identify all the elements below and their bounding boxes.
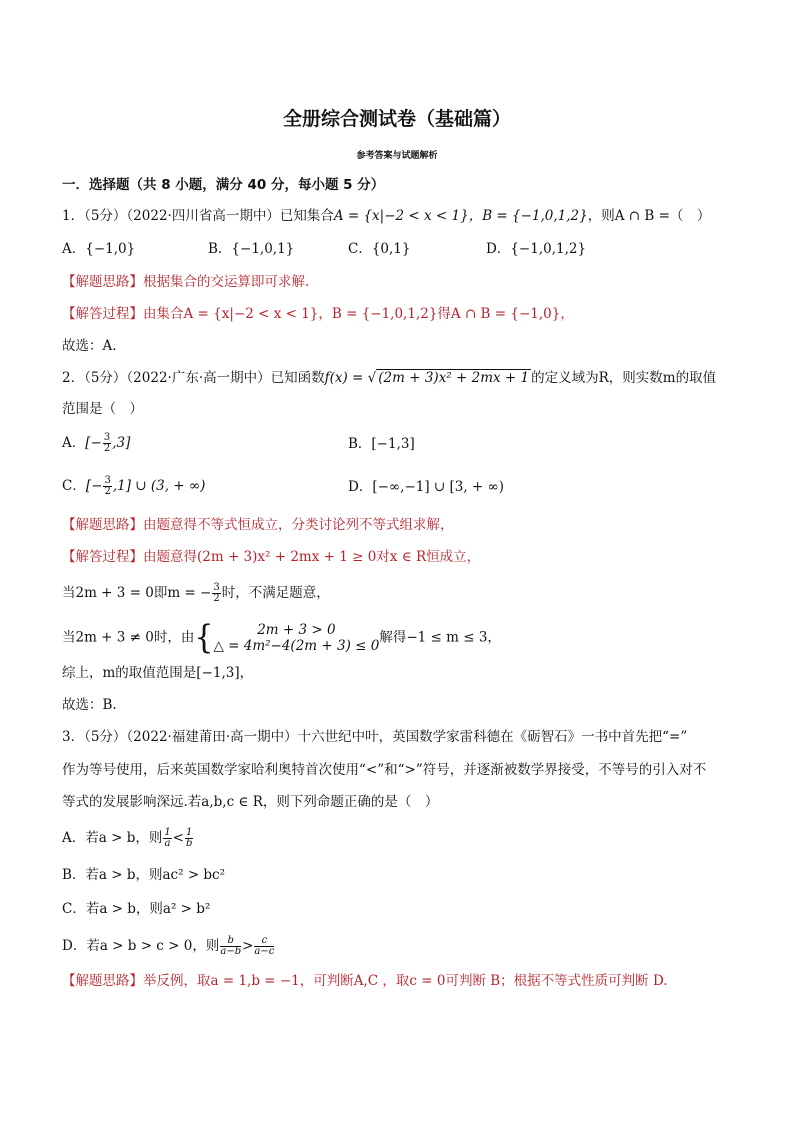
q1-process — [62, 305, 574, 323]
q2-radicand: (2m + 3)x² + 2mx + 1 — [378, 370, 530, 386]
q2-opt-a-pre: [− — [85, 435, 102, 451]
q1-stem — [62, 207, 710, 225]
q3-option-c[interactable]: C．若a > b，则a² > b² — [62, 901, 211, 917]
q1-option-a[interactable]: A．{−1,0} — [62, 241, 136, 257]
q3-opt-d-d2: a−c — [254, 946, 275, 957]
q1-idea-tag: 【解题思路】 — [62, 274, 143, 290]
q3-opt-a-pre: A．若a > b，则 — [62, 830, 163, 846]
q2-stem-post: 的定义域为R，则实数m的取值 — [531, 370, 717, 386]
q2-process — [62, 548, 480, 566]
q2-opt-c-label: C． — [62, 478, 86, 494]
section-heading: 一．选择题（共 8 小题，满分 40 分，每小题 5 分） — [62, 177, 385, 193]
q2-idea — [62, 516, 454, 534]
page-subtitle: 参考答案与试题解析 — [356, 151, 438, 161]
q3-idea-tag: 【解题思路】 — [62, 973, 143, 989]
q1-option-b[interactable]: B．{−1,0,1} — [208, 241, 295, 257]
q3-opt-d-frac1 — [220, 936, 241, 957]
brace-icon: { — [194, 618, 214, 657]
page-title: 全册综合测试卷（基础篇） — [282, 108, 511, 130]
q2-case1-den: 2 — [213, 593, 220, 604]
q2-proc-text: 由题意得(2m + 3)x² + 2mx + 1 ≥ 0对x ∈ R恒成立， — [143, 549, 481, 565]
q2-option-c[interactable] — [62, 476, 205, 497]
q2-summary: 综上，m的取值范围是[−1,3]， — [62, 665, 254, 681]
q2-opt-c-pre: [− — [85, 478, 103, 494]
q3-opt-a-d2: b — [186, 838, 193, 849]
q1-stem-pre: 1．（5分）（2022·四川省高一期中）已知集合 — [62, 208, 334, 224]
q3-opt-d-frac2 — [254, 936, 274, 957]
q2-opt-a-label: A． — [62, 435, 86, 451]
q2-idea-text: 由题意得不等式恒成立，分类讨论列不等式组求解， — [143, 517, 454, 533]
q3-opt-a-n2: 1 — [186, 827, 193, 838]
q3-option-d[interactable] — [62, 936, 275, 957]
q2-opt-c-num: 3 — [104, 475, 111, 486]
q3-opt-a-frac1 — [163, 828, 171, 849]
q3-opt-a-d1: a — [164, 838, 171, 849]
q2-proc-tag: 【解答过程】 — [62, 549, 143, 565]
q1-set-a: A = {x|−2 < x < 1} — [333, 208, 469, 224]
q2-func: f(x) = — [324, 370, 368, 386]
q2-stem-line2: 范围是（ ） — [62, 401, 143, 417]
q3-opt-a-mid: < — [172, 830, 185, 846]
q2-option-a[interactable] — [62, 433, 130, 454]
q3-stem-line2: 作为等号使用，后来英国数学家哈利奥特首次使用“<”和“>”符号，并逐渐被数学界接受，不等号的引入对不 — [62, 762, 707, 778]
q2-case2-pre: 当2m + 3 ≠ 0时，由 — [62, 629, 195, 646]
q1-idea-text: 根据集合的交运算即可求解. — [143, 274, 310, 290]
q1-option-c[interactable]: C．{0,1} — [348, 241, 411, 257]
q1-answer: 故选：A. — [62, 338, 117, 354]
q3-idea — [62, 972, 668, 990]
q1-proc-tag: 【解答过程】 — [62, 306, 143, 322]
q2-answer: 故选：B. — [62, 697, 117, 713]
q2-case1 — [62, 583, 330, 604]
q2-case2-sys2: △ = 4m²−4(2m + 3) ≤ 0 — [213, 638, 380, 654]
q1-idea — [62, 273, 309, 291]
q2-case1-pre: 当2m + 3 = 0即m = − — [62, 585, 212, 601]
q2-case2-post: 解得−1 ≤ m ≤ 3， — [379, 629, 501, 646]
q3-opt-a-n1: 1 — [164, 827, 171, 838]
q3-opt-d-pre: D．若a > b > c > 0，则 — [62, 938, 220, 954]
q1-set-b: ，B = {−1,0,1,2} — [468, 208, 588, 224]
q1-stem-post: ，则A ∩ B =（ ） — [587, 208, 711, 224]
q3-opt-a-frac2 — [185, 828, 193, 849]
q3-idea-text: 举反例，取a = 1,b = −1，可判断A,C ，取c = 0可判断 B；根据不等式性质可判断 D. — [143, 973, 668, 989]
q1-option-d[interactable]: D．{−1,0,1,2} — [486, 241, 587, 257]
q3-opt-d-n2: c — [254, 936, 274, 947]
q2-opt-a-frac — [103, 433, 111, 454]
q2-case1-post: 时，不满足题意， — [221, 585, 330, 601]
q2-case2-sys1: 2m + 3 > 0 — [257, 622, 336, 638]
q2-stem — [62, 369, 716, 387]
sqrt-icon: √ — [367, 370, 377, 386]
q2-opt-a-end: ,3] — [112, 435, 131, 451]
q2-opt-c-frac — [103, 476, 111, 497]
q2-case1-num: 3 — [213, 582, 220, 593]
q2-idea-tag: 【解题思路】 — [62, 517, 143, 533]
q2-case2 — [62, 618, 501, 657]
q3-stem-line1: 3．（5分）（2022·福建莆田·高一期中）十六世纪中叶，英国数学家雷科德在《砺智石》一书中首先把“=” — [62, 729, 688, 745]
q3-opt-d-mid: > — [242, 938, 254, 954]
q3-opt-d-n1: b — [220, 936, 241, 947]
q2-option-d[interactable]: D．[−∞,−1] ∪ [3, + ∞) — [348, 479, 505, 495]
q2-case1-frac — [212, 583, 220, 604]
q3-opt-d-d1: a−b — [220, 946, 242, 957]
q2-opt-a-den: 2 — [103, 443, 111, 454]
q2-case2-system — [213, 622, 379, 654]
q3-option-b[interactable]: B．若a > b，则ac² > bc² — [62, 867, 226, 883]
q2-stem-pre: 2．（5分）（2022·广东·高一期中）已知函数 — [62, 370, 325, 386]
q3-stem-line3: 等式的发展影响深远.若a,b,c ∈ R，则下列命题正确的是（ ） — [62, 794, 439, 810]
q2-opt-a-num: 3 — [103, 432, 111, 443]
q2-opt-c-den: 2 — [104, 486, 111, 497]
q2-opt-c-end: ,1] ∪ (3, + ∞) — [112, 478, 206, 494]
q3-option-a[interactable] — [62, 828, 194, 849]
q2-option-b[interactable]: B．[−1,3] — [348, 436, 415, 452]
q1-proc-text: 由集合A = {x|−2 < x < 1}，B = {−1,0,1,2}得A ∩ B = {−1,0}， — [143, 306, 574, 322]
